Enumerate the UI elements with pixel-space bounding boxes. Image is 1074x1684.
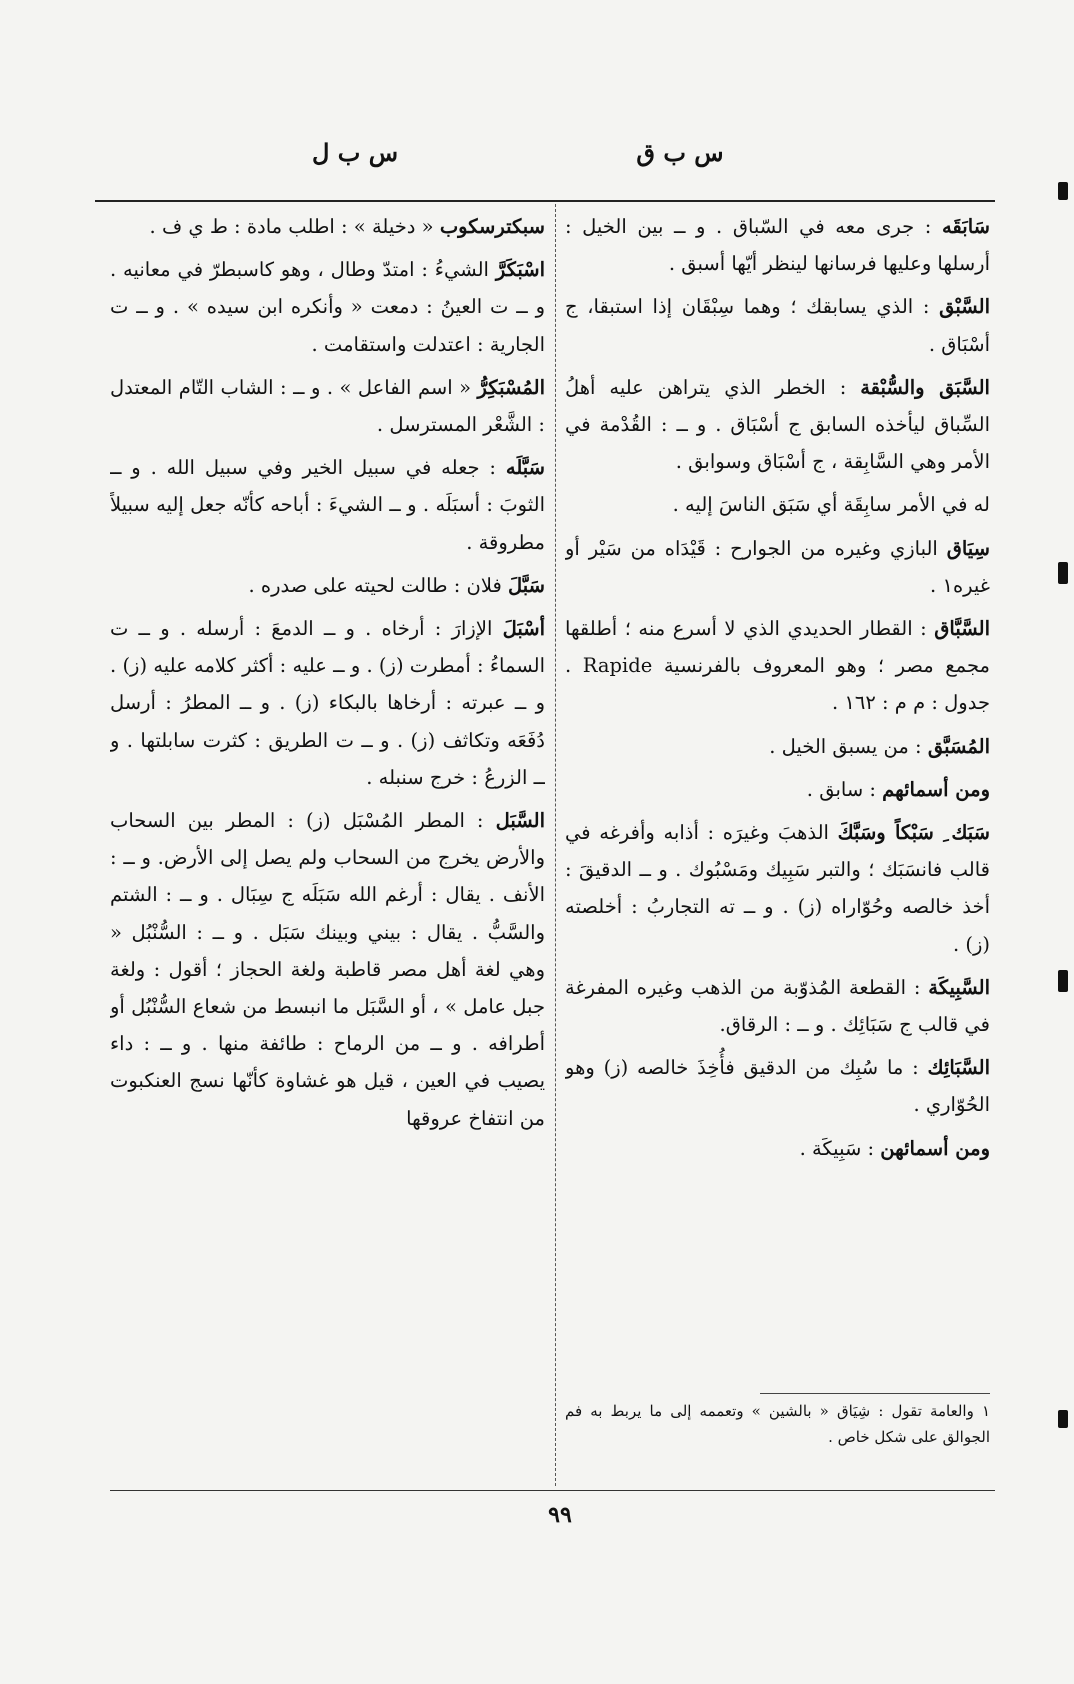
entry-definition: الشيءُ : امتدّ وطال ، وهو كاسبطرّ في معانيه . و ــ ت العينُ : دمعت « وأنكره ابن سيده » . و ــ ت الجارية : اعتدلت واستقامت . xyxy=(110,258,545,356)
binding-mark xyxy=(1058,562,1068,584)
dictionary-entry xyxy=(565,1049,990,1123)
entry-definition: : من يسبق الخيل . xyxy=(769,734,928,758)
entry-definition: فلان : طالت لحيته على صدره . xyxy=(248,573,508,597)
header-root-left: س ب ل xyxy=(311,138,399,167)
entry-headword: السَّبْق xyxy=(939,295,990,319)
dictionary-entry xyxy=(110,449,545,561)
entry-definition: : سَبِيكَة . xyxy=(799,1136,881,1160)
top-rule xyxy=(95,200,995,202)
dictionary-entry xyxy=(565,1130,990,1167)
header-root-right: س ب ق xyxy=(636,138,724,167)
entry-headword: أسْبَلَ xyxy=(502,617,545,641)
dictionary-entry xyxy=(565,530,990,604)
entry-headword: سَبَّلَه xyxy=(505,456,545,480)
entry-headword: المُسْبَكِرُّ xyxy=(477,375,545,399)
entry-definition: : جعله في سبيل الخير وفي سبيل الله . و ــ الثوبَ : أسبَلَه . و ــ الشيءَ : أباحه كأنّه جعل إليه سبيلاً مطروقة . xyxy=(110,456,545,554)
footnote-rule xyxy=(760,1393,990,1394)
dictionary-entry xyxy=(565,369,990,481)
dictionary-entry xyxy=(110,802,545,1137)
dictionary-entry xyxy=(565,486,990,523)
dictionary-entry xyxy=(565,610,990,722)
entry-headword: سَابَقَه xyxy=(941,215,990,238)
dictionary-entry xyxy=(565,771,990,808)
binding-mark xyxy=(1058,1410,1068,1428)
dictionary-entry xyxy=(565,728,990,765)
entry-headword: سبكترسكوب xyxy=(439,215,545,238)
entry-headword: سَبَّلَ xyxy=(508,573,545,597)
entry-headword: السَّبَل xyxy=(495,809,545,833)
entry-definition: : المطر المُسْبَل (ز) : المطر بين السحاب والأرض يخرج من السحاب ولم يصل إلى الأرض. و ــ : الأنف . يقال : أرغم الله سَبَلَه ج سِبَال . و ــ : الشتم والسَّبُّ . يقال : بيني وبينك سَبَل . و ــ : السُّنْبُل « وهي لغة أهل مصر قاطبة ولغة الحجاز ؛ أقول : ولغة جبل عامل » ، أو السَّبَل ما انبسط من شعاع السُّنْبُل أو أطرافه . و ــ من الرماح : طائفة منها . و ــ : داء يصيب في العين ، قيل هو غشاوة كأنّها نسج العنكبوت من انتفاخ عروقها xyxy=(110,809,545,1130)
entry-headword: اسْبَكَرَّ xyxy=(495,258,545,282)
binding-mark xyxy=(1058,970,1068,992)
entry-definition: « اسم الفاعل » . و ــ : الشاب التّام المعتدل : الشَّعْر المسترسل . xyxy=(110,375,545,437)
entry-headword: السَّبَق والسُّبْقة xyxy=(860,375,990,399)
bottom-rule xyxy=(110,1490,995,1491)
dictionary-entry xyxy=(565,814,990,963)
left-column xyxy=(110,208,545,1483)
dictionary-entry xyxy=(565,969,990,1043)
dictionary-entry xyxy=(110,610,545,796)
entry-headword: السَّبَّاق xyxy=(934,617,990,641)
dictionary-entry xyxy=(110,208,545,245)
entry-headword: سِيَاق xyxy=(946,536,990,560)
entry-definition: : سابق . xyxy=(806,777,883,801)
dictionary-entry xyxy=(110,369,545,443)
dictionary-entry xyxy=(565,288,990,362)
entry-definition: البازي وغيره من الجوارح : قَيْدَاه من سَيْر أو غيره١ . xyxy=(565,536,990,597)
dictionary-entry xyxy=(110,251,545,363)
binding-mark xyxy=(1058,182,1068,200)
entry-definition: « دخيلة » : اطلب مادة : ط ي ف . xyxy=(149,215,440,238)
entry-headword: ومن أسمائهن xyxy=(880,1136,990,1160)
footnote: ١ والعامة تقول : شِيَاق « بالشين » وتعممه إلى ما يربط به فم الجوالق على شكل خاص . xyxy=(565,1402,990,1446)
dictionary-entry xyxy=(110,567,545,604)
entry-definition: الذهبَ وغيرَه : أذابه وأفرغه في قالب فانسَبَك ؛ والتبر سَبِيك ومَسْبُوك . و ــ الدقيقَ : أخذ خالصه وحُوّاراه (ز) . و ــ ته التجاربُ : أخلصته (ز) . xyxy=(565,821,990,956)
entry-definition: الإزارَ : أرخاه . و ــ الدمعَ : أرسله . و ــ ت السماءُ : أمطرت (ز) . و ــ عليه : أكثر كلامه عليه (ز) . و ــ عبرته : أرخاها بالبكاء (ز) . و ــ المطرُ : أرسل دُفَعَه وتكاثف (ز) . و ــ ت الطريق : كثرت سابلتها . و ــ الزرعُ : خرج سنبله . xyxy=(110,617,545,789)
entry-headword: السَّبِيكَة xyxy=(928,975,990,999)
page-number: ٩٩ xyxy=(548,1502,572,1528)
entry-definition: : جرى معه في السّباق . و ــ بين الخيل : أرسلها وعليها فرسانها لينظر أيّها أسبق . xyxy=(565,215,990,276)
entry-definition: : الذي يسابقك ؛ وهما سِبْقَان إذا استبقا، ج أسْبَاق . xyxy=(565,295,990,356)
entry-headword: ومن أسمائهم xyxy=(882,777,990,801)
entry-headword: سَبَك ِ سَبْكاً وسَبَّكَ xyxy=(837,821,990,845)
entry-headword: المُسَبَّق xyxy=(927,734,990,758)
column-divider xyxy=(555,204,556,1486)
entry-definition: : القطعة المُذوّبة من الذهب وغيره المفرغة في قالب ج سَبَائِك . و ــ : الرقاق. xyxy=(565,975,990,1037)
entry-definition: له في الأمر سابِقَة أي سَبَق الناسَ إليه . xyxy=(672,493,990,517)
entry-definition: : القطار الحديدي الذي لا أسرع منه ؛ أطلقها مجمع مصر ؛ وهو المعروف بالفرنسية Rapide . جدول : م م : ١٦٢ . xyxy=(565,617,990,715)
right-column xyxy=(565,208,990,1393)
dictionary-entry xyxy=(565,208,990,282)
entry-definition: : ما سُبِك من الدقيق فأُخِذَ خالصه (ز) وهو الحُوّاري . xyxy=(565,1056,990,1117)
entry-headword: السَّبَائِك xyxy=(927,1056,990,1080)
entry-definition: : الخطر الذي يتراهن عليه أهلُ السِّباق ليأخذه السابق ج أسْبَاق . و ــ : القُدْمة في الأمر وهي السَّابِقة ، ج أسْبَاق وسوابق . xyxy=(565,375,990,474)
